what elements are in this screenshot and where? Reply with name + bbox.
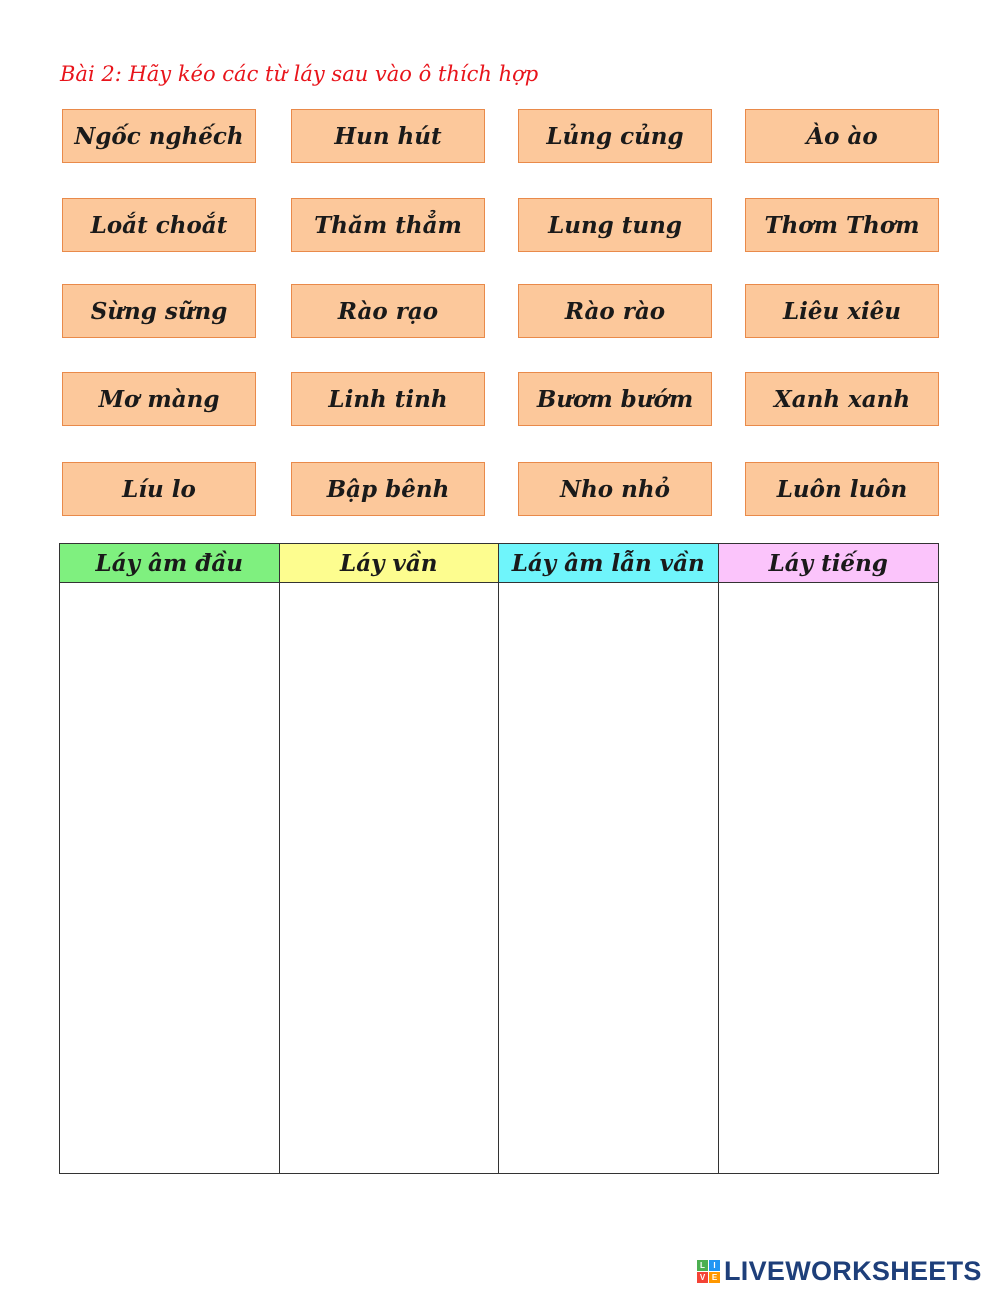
word-card[interactable]: Bươm bướm [518, 372, 712, 426]
classification-table [59, 543, 939, 1174]
drop-zone-lay-van[interactable] [280, 583, 500, 1173]
word-card[interactable]: Ngốc nghếch [62, 109, 256, 163]
word-card[interactable]: Lủng củng [518, 109, 712, 163]
word-card[interactable]: Linh tinh [291, 372, 485, 426]
column-header-lay-van: Láy vần [280, 544, 500, 583]
logo-mark-icon: L I V E [697, 1260, 720, 1283]
word-card[interactable]: Luôn luôn [745, 462, 939, 516]
word-card[interactable]: Nho nhỏ [518, 462, 712, 516]
word-card[interactable]: Thơm Thơm [745, 198, 939, 252]
word-card[interactable]: Ào ào [745, 109, 939, 163]
word-card[interactable]: Líu lo [62, 462, 256, 516]
drop-zone-lay-am-dau[interactable] [60, 583, 280, 1173]
liveworksheets-logo [697, 1256, 982, 1287]
drop-zone-lay-tieng[interactable] [719, 583, 939, 1173]
column-header-lay-am-dau: Láy âm đầu [60, 544, 280, 583]
word-card[interactable]: Loắt choắt [62, 198, 256, 252]
word-card[interactable]: Rào rạo [291, 284, 485, 338]
word-card[interactable]: Liêu xiêu [745, 284, 939, 338]
word-card[interactable]: Xanh xanh [745, 372, 939, 426]
word-card[interactable]: Thăm thẳm [291, 198, 485, 252]
word-card[interactable]: Rào rào [518, 284, 712, 338]
word-card[interactable]: Mơ màng [62, 372, 256, 426]
exercise-title: Bài 2: Hãy kéo các từ láy sau vào ô thích hợp [60, 62, 539, 86]
column-header-lay-tieng: Láy tiếng [719, 544, 939, 583]
logo-text: LIVEWORKSHEETS [724, 1256, 982, 1286]
drop-zone-lay-am-lan-van[interactable] [499, 583, 719, 1173]
column-header-lay-am-lan-van: Láy âm lẫn vần [499, 544, 719, 583]
word-card[interactable]: Hun hút [291, 109, 485, 163]
word-card[interactable]: Sừng sững [62, 284, 256, 338]
word-card[interactable]: Lung tung [518, 198, 712, 252]
word-card[interactable]: Bập bênh [291, 462, 485, 516]
